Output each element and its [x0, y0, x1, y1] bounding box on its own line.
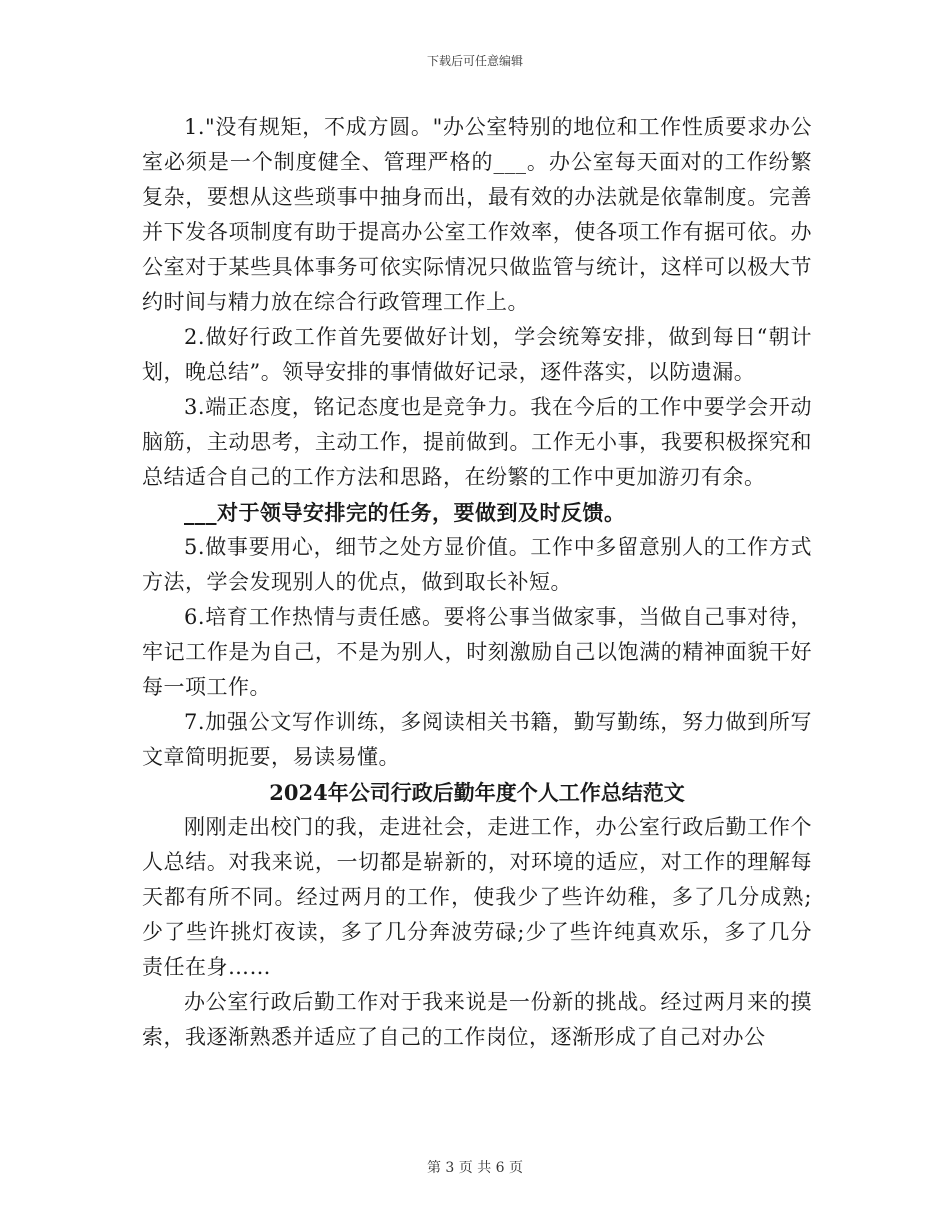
section-paragraph-1: 刚刚走出校门的我，走进社会，走进工作，办公室行政后勤工作个人总结。对我来说，一切都是崭新的，对环境的适应，对工作的理解每天都有所不同。经过两月的工作，使我少了些许幼稚，多了几分成熟;少了些许挑灯夜读，多了几分奔波劳碌;少了些许纯真欢乐，多了几分责任在身…… — [142, 815, 812, 979]
section-title: 2024年公司行政后勤年度个人工作总结范文 — [269, 780, 685, 805]
paragraph-2: 2.做好行政工作首先要做好计划，学会统筹安排，做到每日“朝计划，晚总结”。领导安排的事情做好记录，逐件落实，以防遗漏。 — [142, 325, 812, 384]
paragraph-3: 3.端正态度，铭记态度也是竞争力。我在今后的工作中要学会开动脑筋，主动思考，主动工作，提前做到。工作无小事，我要积极探究和总结适合自己的工作方法和思路，在纷繁的工作中更加游刃有余。 — [142, 395, 812, 489]
document-body — [142, 110, 812, 1055]
paragraph-5: 5.做事要用心，细节之处方显价值。工作中多留意别人的工作方式方法，学会发现别人的优点，做到取长补短。 — [142, 535, 812, 594]
page-number: 第 3 页 共 6 页 — [426, 1160, 524, 1176]
section-paragraph-2: 办公室行政后勤工作对于我来说是一份新的挑战。经过两月来的摸索，我逐渐熟悉并适应了自己的工作岗位，逐渐形成了自己对办公 — [142, 990, 812, 1049]
paragraph-7: 7.加强公文写作训练，多阅读相关书籍，勤写勤练，努力做到所写文章简明扼要，易读易懂。 — [142, 710, 812, 769]
page-header: 下载后可任意编辑 — [426, 54, 523, 68]
paragraph-1: 1."没有规矩，不成方圆。"办公室特别的地位和工作性质要求办公室必须是一个制度健全、管理严格的___。办公室每天面对的工作纷繁复杂，要想从这些琐事中抽身而出，最有效的办法就是依靠制度。完善并下发各项制度有助于提高办公室工作效率，使各项工作有据可依。办公室对于某些具体事务可依实际情况只做监管与统计，这样可以极大节约时间与精力放在综合行政管理工作上。 — [142, 115, 812, 314]
paragraph-4: ___对于领导安排完的任务，要做到及时反馈。 — [184, 500, 626, 525]
paragraph-6: 6.培育工作热情与责任感。要将公事当做家事，当做自己事对待，牢记工作是为自己，不是为别人，时刻激励自己以饱满的精神面貌干好每一项工作。 — [142, 605, 812, 699]
